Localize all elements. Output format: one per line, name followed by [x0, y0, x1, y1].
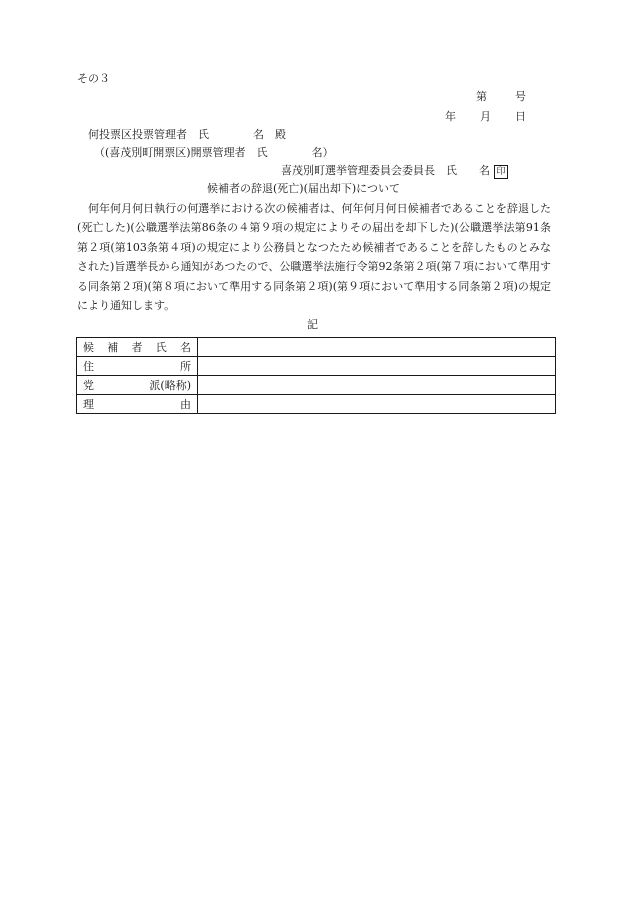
date-day: 日: [515, 110, 526, 123]
row-label-char: 党: [83, 379, 94, 392]
row-label-char: 所: [180, 360, 191, 373]
row-label-char: 氏: [155, 341, 167, 354]
row-label-char: 理: [83, 398, 94, 411]
row-label-char: 派(略称): [149, 379, 191, 392]
notice-body: 何年何月何日執行の何選挙における次の候補者は、何年何月何日候補者であることを辞退した(死亡した)(公職選挙法第86条の４第９項の規定によりその届出を却下した)(公職選挙法第91条第２項(第103条第４項)の規定により公務員となつたため候補者であることを辞したものとみなされた)旨選挙長から通知があつたので、公職選挙法施行令第92条第２項(第７項において準用する同条第２項)(第８項において準用する同条第２項)(第９項において準用する同条第２項)の規定により通知します。: [77, 202, 551, 313]
date-year: 年: [445, 110, 456, 123]
sender-line: [281, 164, 508, 179]
row-label: [77, 395, 198, 414]
table-row: [77, 376, 556, 395]
row-value: [198, 338, 556, 357]
seal-mark: 印: [494, 165, 508, 179]
number-go: 号: [515, 90, 526, 103]
row-label-char: 補: [107, 341, 119, 354]
section-heading-ki: 記: [307, 318, 318, 331]
row-value: [198, 376, 556, 395]
row-label-char: 由: [180, 398, 191, 411]
candidate-detail-table: [76, 337, 556, 414]
row-value: [198, 357, 556, 376]
form-number: その３: [77, 72, 110, 85]
row-label: [77, 357, 198, 376]
table-row: [77, 357, 556, 376]
sender-name: 喜茂別町選挙管理委員会委員長 氏 名: [281, 164, 490, 177]
addressee-voting-manager: 何投票区投票管理者 氏 名 殿: [88, 128, 286, 141]
table-row: [77, 338, 556, 357]
table-row: [77, 395, 556, 414]
row-label-char: 名: [180, 341, 191, 354]
row-label-char: 住: [83, 360, 94, 373]
row-label-char: 候: [83, 341, 94, 354]
subject-line: 候補者の辞退(死亡)(届出却下)について: [207, 182, 400, 195]
number-dai: 第: [476, 90, 487, 103]
row-label-char: 者: [131, 341, 143, 354]
row-label: [77, 338, 198, 357]
row-value: [198, 395, 556, 414]
row-label: [77, 376, 198, 395]
date-month: 月: [480, 110, 491, 123]
document-date-line: [445, 110, 526, 124]
document-number-line: [476, 90, 526, 104]
addressee-counting-manager: （(喜茂別町開票区)開票管理者 氏 名）: [94, 146, 334, 159]
